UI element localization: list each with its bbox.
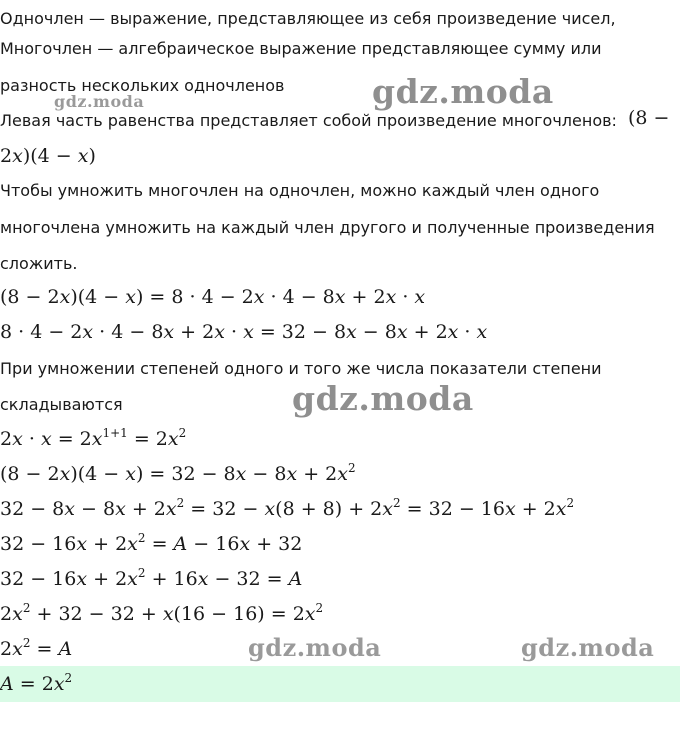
answer-highlight	[0, 666, 680, 702]
equation-8: $2x^2 + 32 - 32 + x(16 - 16) = 2x^2$	[0, 601, 324, 625]
watermark-logo: gdz.moda	[521, 633, 655, 662]
math-inline-start: (8 −	[628, 107, 670, 129]
definition-polynomial-cont: разность нескольких одночленов	[0, 76, 285, 95]
power-rule-text-2: складываются	[0, 395, 123, 414]
final-answer: $A = 2x^2$	[0, 671, 73, 695]
equation-3: $2x \cdot x = 2x^{1+1} = 2x^2$	[0, 426, 187, 450]
watermark-logo: gdz.moda	[372, 72, 554, 111]
math-inline-end: 2x)(4 − x)	[0, 145, 96, 167]
equation-5: $32 - 8x - 8x + 2x^2 = 32 - x(8 + 8) + 2x^2 = 32 - 16x + 2x^2$	[0, 496, 575, 520]
equation-6: $32 - 16x + 2x^2 = A - 16x + 32$	[0, 531, 303, 555]
equation-1: (8 − 2x)(4 − x) = 8 · 4 − 2x · 4 − 8x + 2x · x	[0, 286, 426, 308]
equation-7: $32 - 16x + 2x^2 + 16x - 32 = A$	[0, 566, 303, 590]
power-rule-text-1: При умножении степеней одного и того же числа показатели степени	[0, 359, 602, 378]
equation-4: $(8 - 2x)(4 - x) = 32 - 8x - 8x + 2x^2$	[0, 461, 356, 485]
definition-monomial: Одночлен — выражение, представляющее из себя произведение чисел,	[0, 9, 616, 28]
watermark-logo: gdz.moda	[54, 92, 145, 111]
rule-text-2: многочлена умножить на каждый член другого и полученные произведения	[0, 218, 655, 237]
definition-polynomial: Многочлен — алгебраическое выражение представляющее сумму или	[0, 39, 602, 58]
watermark-logo: gdz.moda	[248, 633, 382, 662]
watermark-logo: gdz.moda	[292, 379, 474, 418]
rule-text-1: Чтобы умножить многочлен на одночлен, можно каждый член одного	[0, 181, 600, 200]
equation-9: $2x^2 = A$	[0, 636, 73, 660]
left-side-description: Левая часть равенства представляет собой произведение многочленов:	[0, 111, 617, 130]
equation-2: 8 · 4 − 2x · 4 − 8x + 2x · x = 32 − 8x − 8x + 2x · x	[0, 321, 488, 343]
rule-text-3: сложить.	[0, 254, 78, 273]
